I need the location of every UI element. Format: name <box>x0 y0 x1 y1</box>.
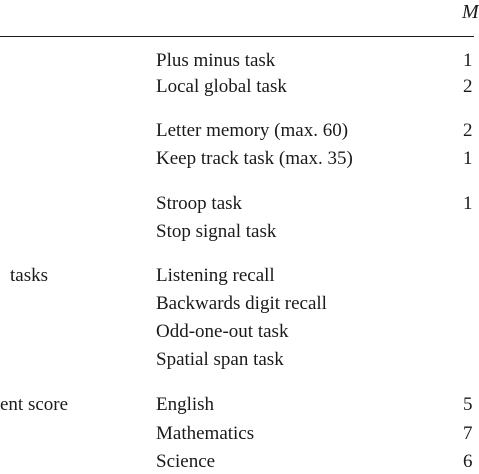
task-mean: 1 <box>463 193 473 214</box>
task-name: Science <box>156 451 216 472</box>
task-name: English <box>156 394 215 415</box>
task-mean: 7 <box>463 423 473 444</box>
task-mean: 1 <box>463 50 473 71</box>
group-label: tasks <box>10 265 48 286</box>
task-name: Keep track task (max. 35) <box>156 148 353 169</box>
task-mean: 2 <box>463 76 473 97</box>
task-name: Mathematics <box>156 423 255 444</box>
task-name: Odd-one-out task <box>156 321 289 342</box>
group-label: ent score <box>0 394 69 415</box>
task-name: Stop signal task <box>156 221 277 242</box>
task-name: Letter memory (max. 60) <box>156 120 349 141</box>
task-mean: 2 <box>463 120 473 141</box>
header-rule <box>0 36 474 37</box>
task-name: Stroop task <box>156 193 243 214</box>
task-name: Listening recall <box>156 265 275 286</box>
task-name: Backwards digit recall <box>156 293 327 314</box>
task-name: Plus minus task <box>156 50 276 71</box>
column-header-m: M <box>462 1 479 23</box>
task-mean: 6 <box>463 451 473 472</box>
task-mean: 5 <box>463 394 473 415</box>
task-name: Spatial span task <box>156 349 284 370</box>
task-name: Local global task <box>156 76 287 97</box>
task-mean: 1 <box>463 148 473 169</box>
